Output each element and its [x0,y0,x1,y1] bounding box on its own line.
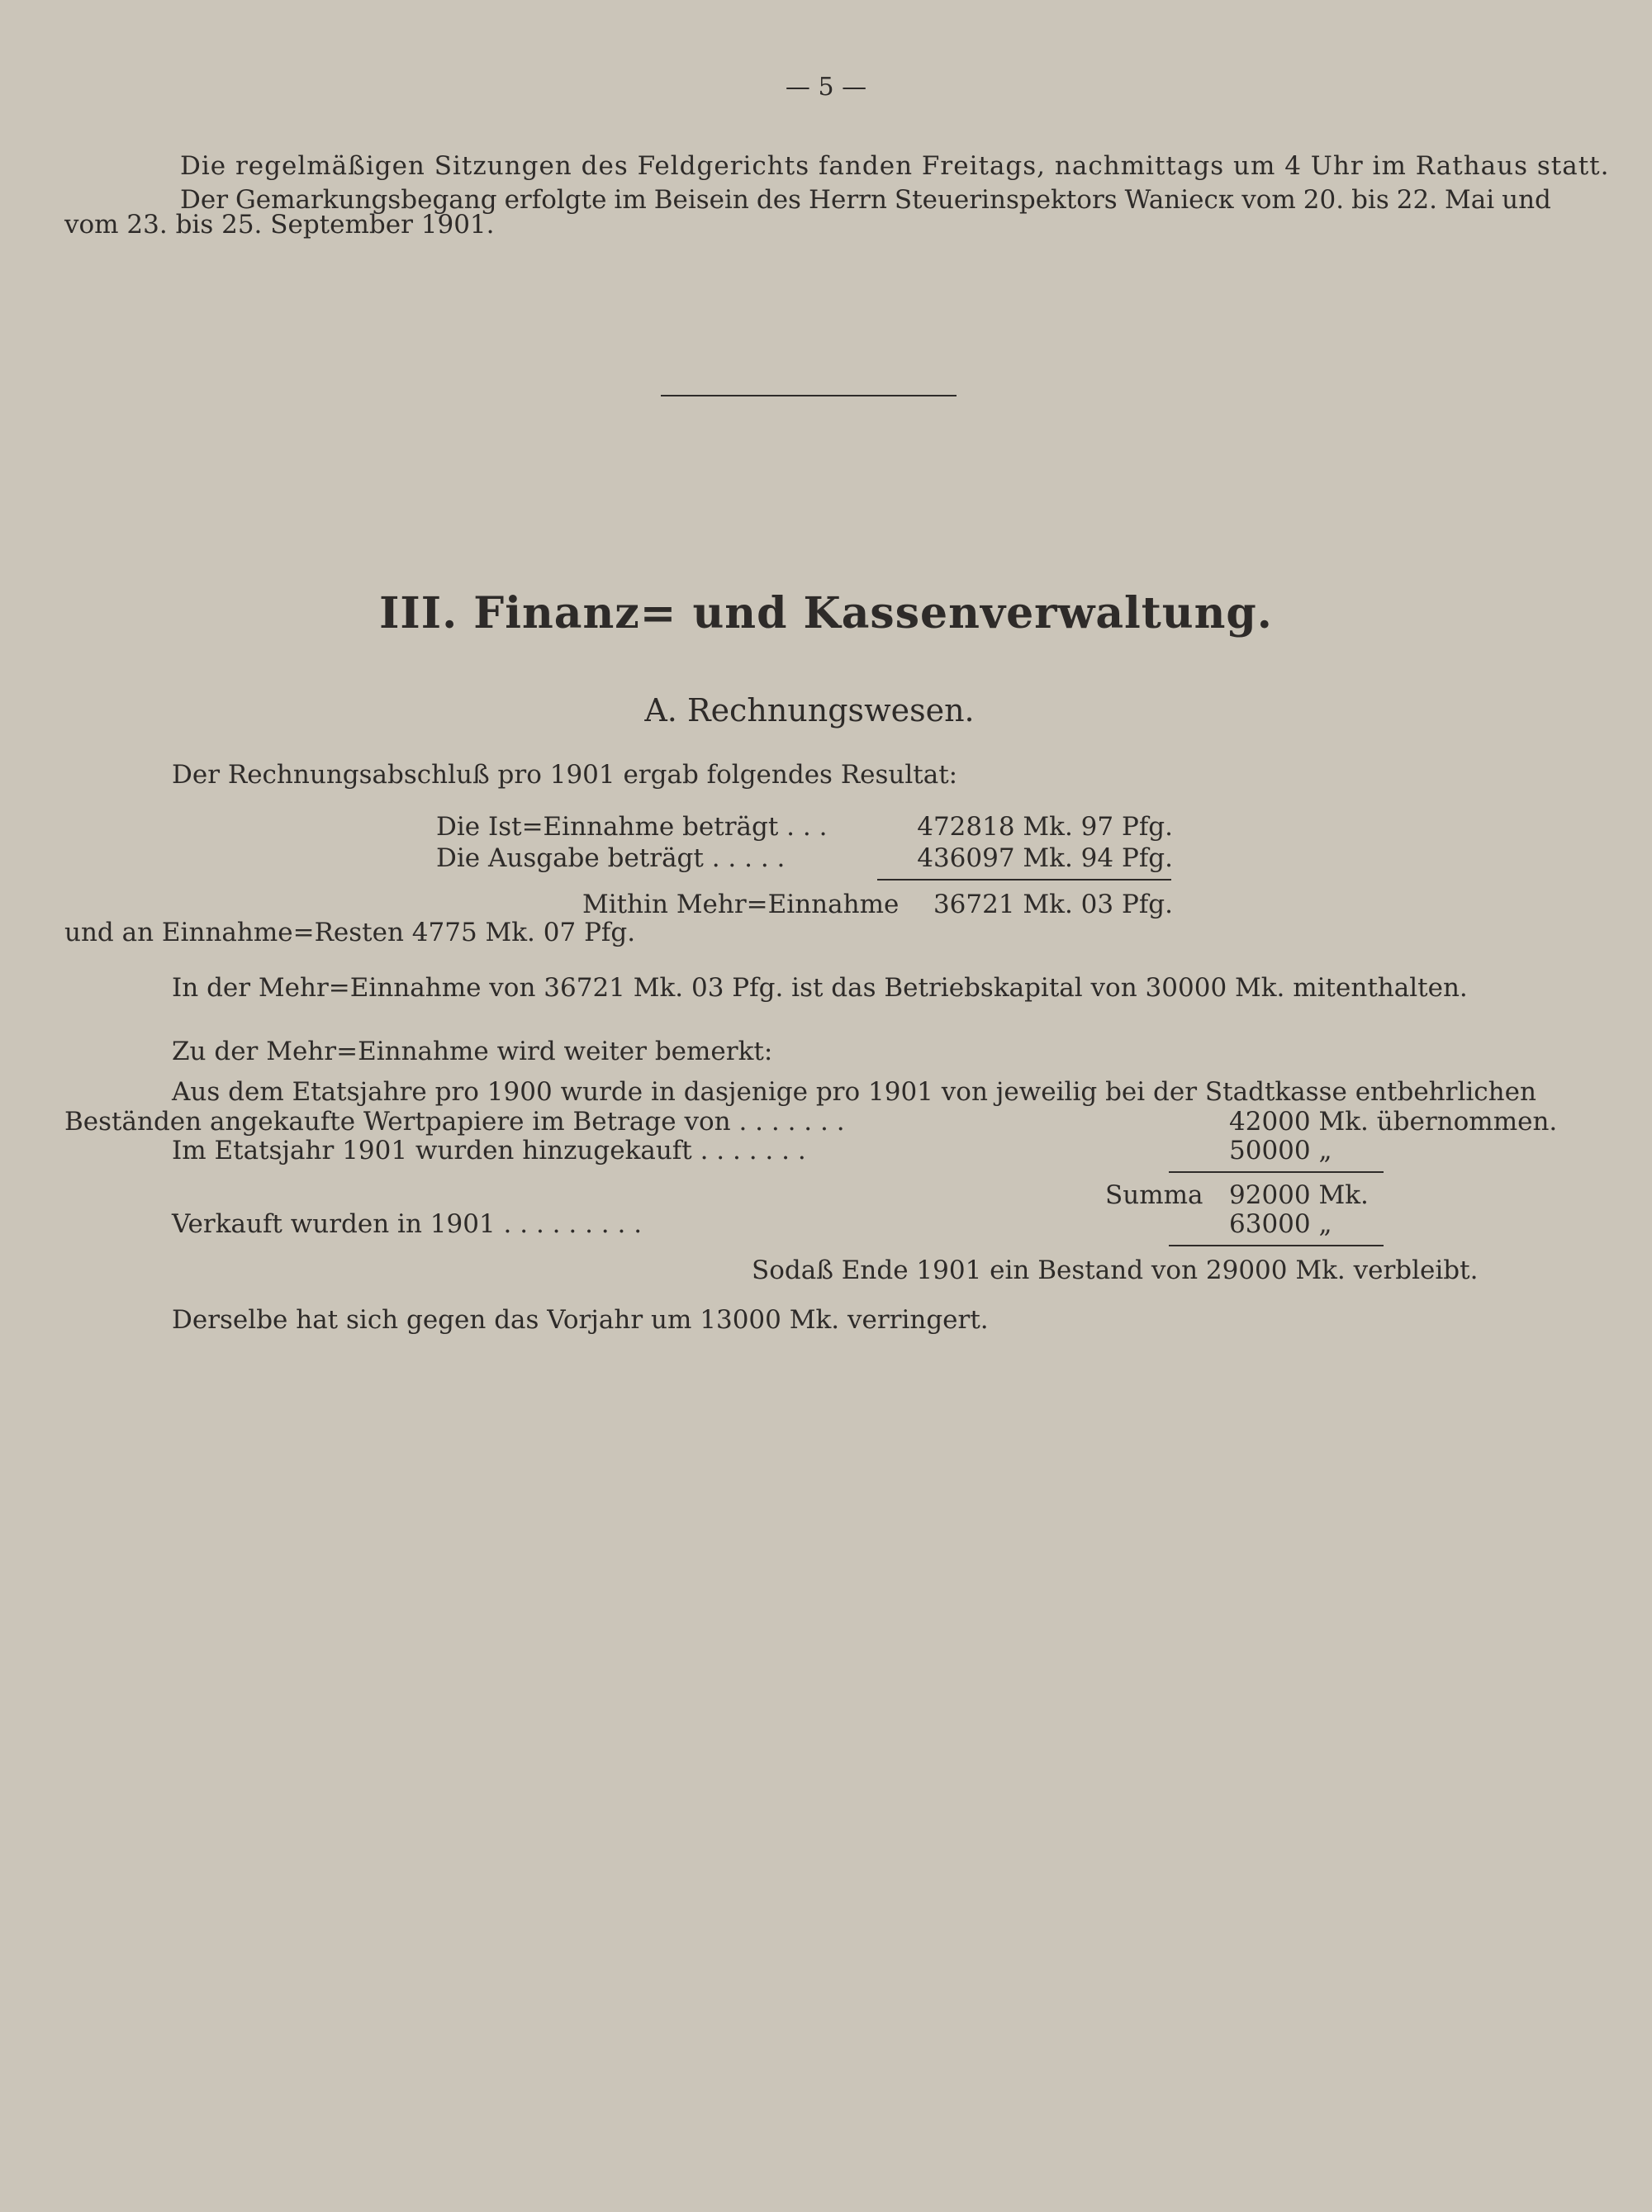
sum-label: Summa [1105,1180,1203,1210]
income-value: 472818 Mk. 97 Pfg. [917,812,1173,842]
sum-rule-3 [1169,1245,1384,1246]
section-divider [661,395,957,396]
purchased-label: Im Etatsjahr 1901 wurden hinzugekauft . . . . . . . [172,1136,806,1165]
purchased-value: 50000 „ [1229,1136,1332,1165]
closing-line: Derselbe hat sich gegen das Vorjahr um 13000 Mk. verringert. [172,1305,989,1335]
intro-line-2: Der Gemarkungsbegang erfolgte im Beisein des Herrn Steuerinspektors Waniecк vom 20. bis 22. Mai und [180,185,1551,215]
remarks-line-1: Aus dem Etatsjahre pro 1900 wurde in dasjenige pro 1901 von jeweilig bei der Stadtkasse entbehrlichen [172,1077,1536,1107]
page-number: — 5 — [785,73,867,102]
capital-note: In der Mehr=Einnahme von 36721 Mk. 03 Pfg. ist das Betriebskapital von 30000 Mk. mitenthalten. [172,973,1468,1003]
securities-label: Beständen angekaufte Wertpapiere im Betrage von . . . . . . . [64,1107,845,1137]
end-balance-line: Sodaß Ende 1901 ein Bestand von 29000 Mk. verbleibt. [752,1256,1479,1285]
sum-rule-2 [1169,1171,1384,1173]
result-lead: Der Rechnungsabschluß pro 1901 ergab folgendes Resultat: [172,760,958,790]
remainder-line: und an Einnahme=Resten 4775 Mk. 07 Pfg. [64,918,636,947]
intro-line-3: vom 23. bis 25. September 1901. [64,210,495,240]
sold-value: 63000 „ [1229,1209,1332,1239]
sold-label: Verkauft wurden in 1901 . . . . . . . . . [172,1209,643,1239]
expense-value: 436097 Mk. 94 Pfg. [917,843,1173,873]
remarks-lead: Zu der Mehr=Einnahme wird weiter bemerkt: [172,1037,773,1066]
section-subtitle: A. Rechnungswesen. [644,692,975,729]
sum-rule-1 [877,879,1171,881]
surplus-value: 36721 Mk. 03 Pfg. [933,890,1173,919]
expense-label: Die Ausgabe beträgt . . . . . [436,843,786,873]
securities-value: 42000 Mk. übernommen. [1229,1107,1558,1137]
section-title: III. Finanz= und Kassenverwaltung. [379,588,1273,638]
surplus-label: Mithin Mehr=Einnahme [582,890,900,919]
intro-line-1: Die regelmäßigen Sitzungen des Feldgerichts fanden Freitags, nachmittags um 4 Uhr im Rathaus statt. [180,151,1610,181]
income-label: Die Ist=Einnahme beträgt . . . [436,812,828,842]
sum-value: 92000 Mk. [1229,1180,1369,1210]
